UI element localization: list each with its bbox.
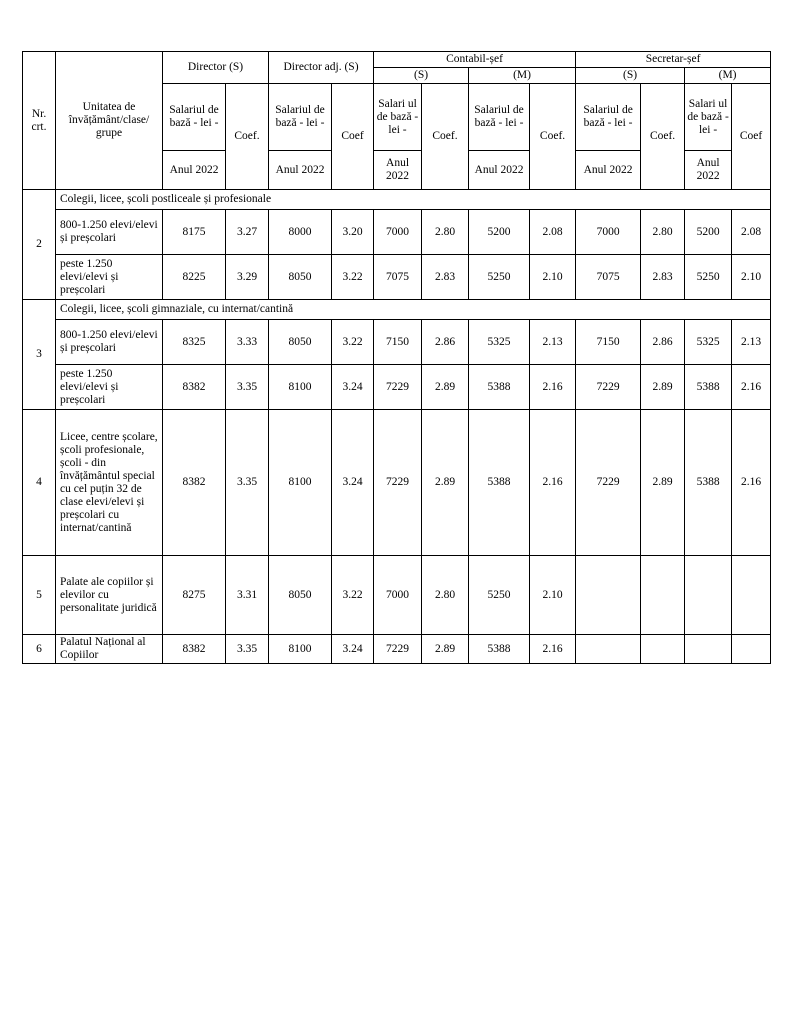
cell-cs-sal: 7229 (374, 410, 422, 556)
cell-adj-coef: 3.24 (332, 410, 374, 556)
cell-dir-coef: 3.31 (226, 556, 269, 635)
header-contabil-m: (M) (469, 68, 576, 84)
cell-ss-sal (576, 635, 641, 664)
cell-adj-coef: 3.22 (332, 255, 374, 300)
row-label: Licee, centre școlare, școli profesionale, școli - din învățământul special cu cel puțin 32 de clase elevi/elevi și preșcolari cu internat/cantină (56, 410, 163, 556)
header-director-salariul: Salariul de bază - lei - (163, 84, 226, 151)
cell-ss-coef: 2.89 (641, 410, 685, 556)
cell-dir-sal: 8225 (163, 255, 226, 300)
cell-sm-coef (732, 556, 771, 635)
row-label: peste 1.250 elevi/elevi și preșcolari (56, 365, 163, 410)
cell-cs-sal: 7000 (374, 210, 422, 255)
header-cs-coef: Coef. (422, 84, 469, 190)
row-label: 800-1.250 elevi/elevi și preșcolari (56, 210, 163, 255)
header-sm-salariul: Salari ul de bază - lei - (685, 84, 732, 151)
table-row (23, 320, 771, 365)
cell-dir-coef: 3.27 (226, 210, 269, 255)
header-adj-anul: Anul 2022 (269, 151, 332, 190)
row-label: Palatul Național al Copiilor (56, 635, 163, 664)
table-row (23, 635, 771, 664)
row-label: peste 1.250 elevi/elevi și preșcolari (56, 255, 163, 300)
cell-dir-sal: 8275 (163, 556, 226, 635)
row-nr: 4 (23, 410, 56, 556)
cell-cs-coef: 2.80 (422, 210, 469, 255)
cell-sm-coef: 2.13 (732, 320, 771, 365)
row-nr: 3 (23, 300, 56, 410)
header-cm-anul: Anul 2022 (469, 151, 530, 190)
cell-ss-coef: 2.83 (641, 255, 685, 300)
salary-table (22, 51, 771, 664)
section-row (23, 300, 771, 320)
row-label: 800-1.250 elevi/elevi și preșcolari (56, 320, 163, 365)
cell-sm-sal: 5388 (685, 365, 732, 410)
cell-dir-sal: 8382 (163, 635, 226, 664)
section-title: Colegii, licee, școli gimnaziale, cu internat/cantină (56, 300, 771, 320)
cell-cm-coef: 2.16 (530, 365, 576, 410)
cell-cm-coef: 2.16 (530, 410, 576, 556)
cell-sm-sal: 5325 (685, 320, 732, 365)
cell-cm-sal: 5388 (469, 635, 530, 664)
cell-ss-coef: 2.80 (641, 210, 685, 255)
header-ss-coef: Coef. (641, 84, 685, 190)
header-cm-coef: Coef. (530, 84, 576, 190)
cell-adj-coef: 3.20 (332, 210, 374, 255)
cell-adj-coef: 3.22 (332, 320, 374, 365)
header-cm-salariul: Salariul de bază - lei - (469, 84, 530, 151)
cell-cm-sal: 5325 (469, 320, 530, 365)
cell-cs-coef: 2.89 (422, 410, 469, 556)
header-cs-salariul: Salari ul de bază - lei - (374, 84, 422, 151)
cell-sm-coef (732, 635, 771, 664)
row-nr: 6 (23, 635, 56, 664)
cell-cm-coef: 2.08 (530, 210, 576, 255)
cell-cm-coef: 2.10 (530, 255, 576, 300)
cell-ss-coef: 2.89 (641, 365, 685, 410)
cell-cm-coef: 2.16 (530, 635, 576, 664)
header-adj-salariul: Salariul de bază - lei - (269, 84, 332, 151)
cell-cm-coef: 2.10 (530, 556, 576, 635)
row-label: Palate ale copiilor și elevilor cu personalitate juridică (56, 556, 163, 635)
table-row (23, 365, 771, 410)
cell-dir-sal: 8382 (163, 365, 226, 410)
header-cs-anul: Anul 2022 (374, 151, 422, 190)
cell-cs-sal: 7000 (374, 556, 422, 635)
cell-dir-coef: 3.35 (226, 410, 269, 556)
header-ss-salariul: Salariul de bază - lei - (576, 84, 641, 151)
cell-adj-coef: 3.22 (332, 556, 374, 635)
header-unitatea: Unitatea de învățământ/clase/ grupe (56, 52, 163, 190)
cell-adj-sal: 8100 (269, 410, 332, 556)
cell-sm-sal (685, 556, 732, 635)
cell-cs-coef: 2.86 (422, 320, 469, 365)
cell-cs-sal: 7229 (374, 365, 422, 410)
cell-adj-sal: 8100 (269, 365, 332, 410)
cell-ss-coef: 2.86 (641, 320, 685, 365)
cell-cs-coef: 2.89 (422, 365, 469, 410)
cell-adj-sal: 8050 (269, 320, 332, 365)
header-contabil-s: (S) (374, 68, 469, 84)
section-title: Colegii, licee, școli postliceale și profesionale (56, 190, 771, 210)
cell-dir-sal: 8382 (163, 410, 226, 556)
table-row (23, 210, 771, 255)
cell-sm-coef: 2.08 (732, 210, 771, 255)
cell-cm-sal: 5250 (469, 255, 530, 300)
header-nr-crt: Nr. crt. (23, 52, 56, 190)
cell-adj-sal: 8000 (269, 210, 332, 255)
cell-dir-sal: 8175 (163, 210, 226, 255)
cell-ss-sal: 7150 (576, 320, 641, 365)
cell-dir-coef: 3.35 (226, 635, 269, 664)
header-director-anul: Anul 2022 (163, 151, 226, 190)
cell-dir-sal: 8325 (163, 320, 226, 365)
header-sm-anul: Anul 2022 (685, 151, 732, 190)
header-adj-coef: Coef (332, 84, 374, 190)
row-nr: 2 (23, 190, 56, 300)
cell-adj-sal: 8100 (269, 635, 332, 664)
header-secretar-sef: Secretar-șef (576, 52, 771, 68)
cell-ss-sal (576, 556, 641, 635)
cell-ss-coef (641, 635, 685, 664)
cell-adj-coef: 3.24 (332, 635, 374, 664)
table-row (23, 410, 771, 556)
table-row (23, 556, 771, 635)
cell-cm-coef: 2.13 (530, 320, 576, 365)
cell-adj-sal: 8050 (269, 556, 332, 635)
cell-cm-sal: 5200 (469, 210, 530, 255)
cell-adj-coef: 3.24 (332, 365, 374, 410)
header-sm-coef: Coef (732, 84, 771, 190)
cell-sm-coef: 2.10 (732, 255, 771, 300)
cell-cs-coef: 2.83 (422, 255, 469, 300)
cell-cs-coef: 2.80 (422, 556, 469, 635)
header-director: Director (S) (163, 52, 269, 84)
cell-sm-sal: 5250 (685, 255, 732, 300)
cell-cs-sal: 7075 (374, 255, 422, 300)
cell-ss-coef (641, 556, 685, 635)
cell-sm-coef: 2.16 (732, 410, 771, 556)
cell-cm-sal: 5388 (469, 365, 530, 410)
cell-cs-sal: 7150 (374, 320, 422, 365)
cell-dir-coef: 3.33 (226, 320, 269, 365)
section-row (23, 190, 771, 210)
cell-cm-sal: 5388 (469, 410, 530, 556)
cell-dir-coef: 3.29 (226, 255, 269, 300)
cell-cs-coef: 2.89 (422, 635, 469, 664)
header-secretar-s: (S) (576, 68, 685, 84)
cell-sm-sal: 5200 (685, 210, 732, 255)
cell-ss-sal: 7229 (576, 410, 641, 556)
header-director-adj: Director adj. (S) (269, 52, 374, 84)
cell-sm-coef: 2.16 (732, 365, 771, 410)
cell-ss-sal: 7075 (576, 255, 641, 300)
cell-dir-coef: 3.35 (226, 365, 269, 410)
header-contabil-sef: Contabil-șef (374, 52, 576, 68)
cell-ss-sal: 7229 (576, 365, 641, 410)
cell-adj-sal: 8050 (269, 255, 332, 300)
header-ss-anul: Anul 2022 (576, 151, 641, 190)
header-row-1 (23, 52, 771, 68)
header-director-coef: Coef. (226, 84, 269, 190)
table-row (23, 255, 771, 300)
cell-cm-sal: 5250 (469, 556, 530, 635)
cell-cs-sal: 7229 (374, 635, 422, 664)
row-nr: 5 (23, 556, 56, 635)
cell-sm-sal: 5388 (685, 410, 732, 556)
header-secretar-m: (M) (685, 68, 771, 84)
cell-sm-sal (685, 635, 732, 664)
cell-ss-sal: 7000 (576, 210, 641, 255)
